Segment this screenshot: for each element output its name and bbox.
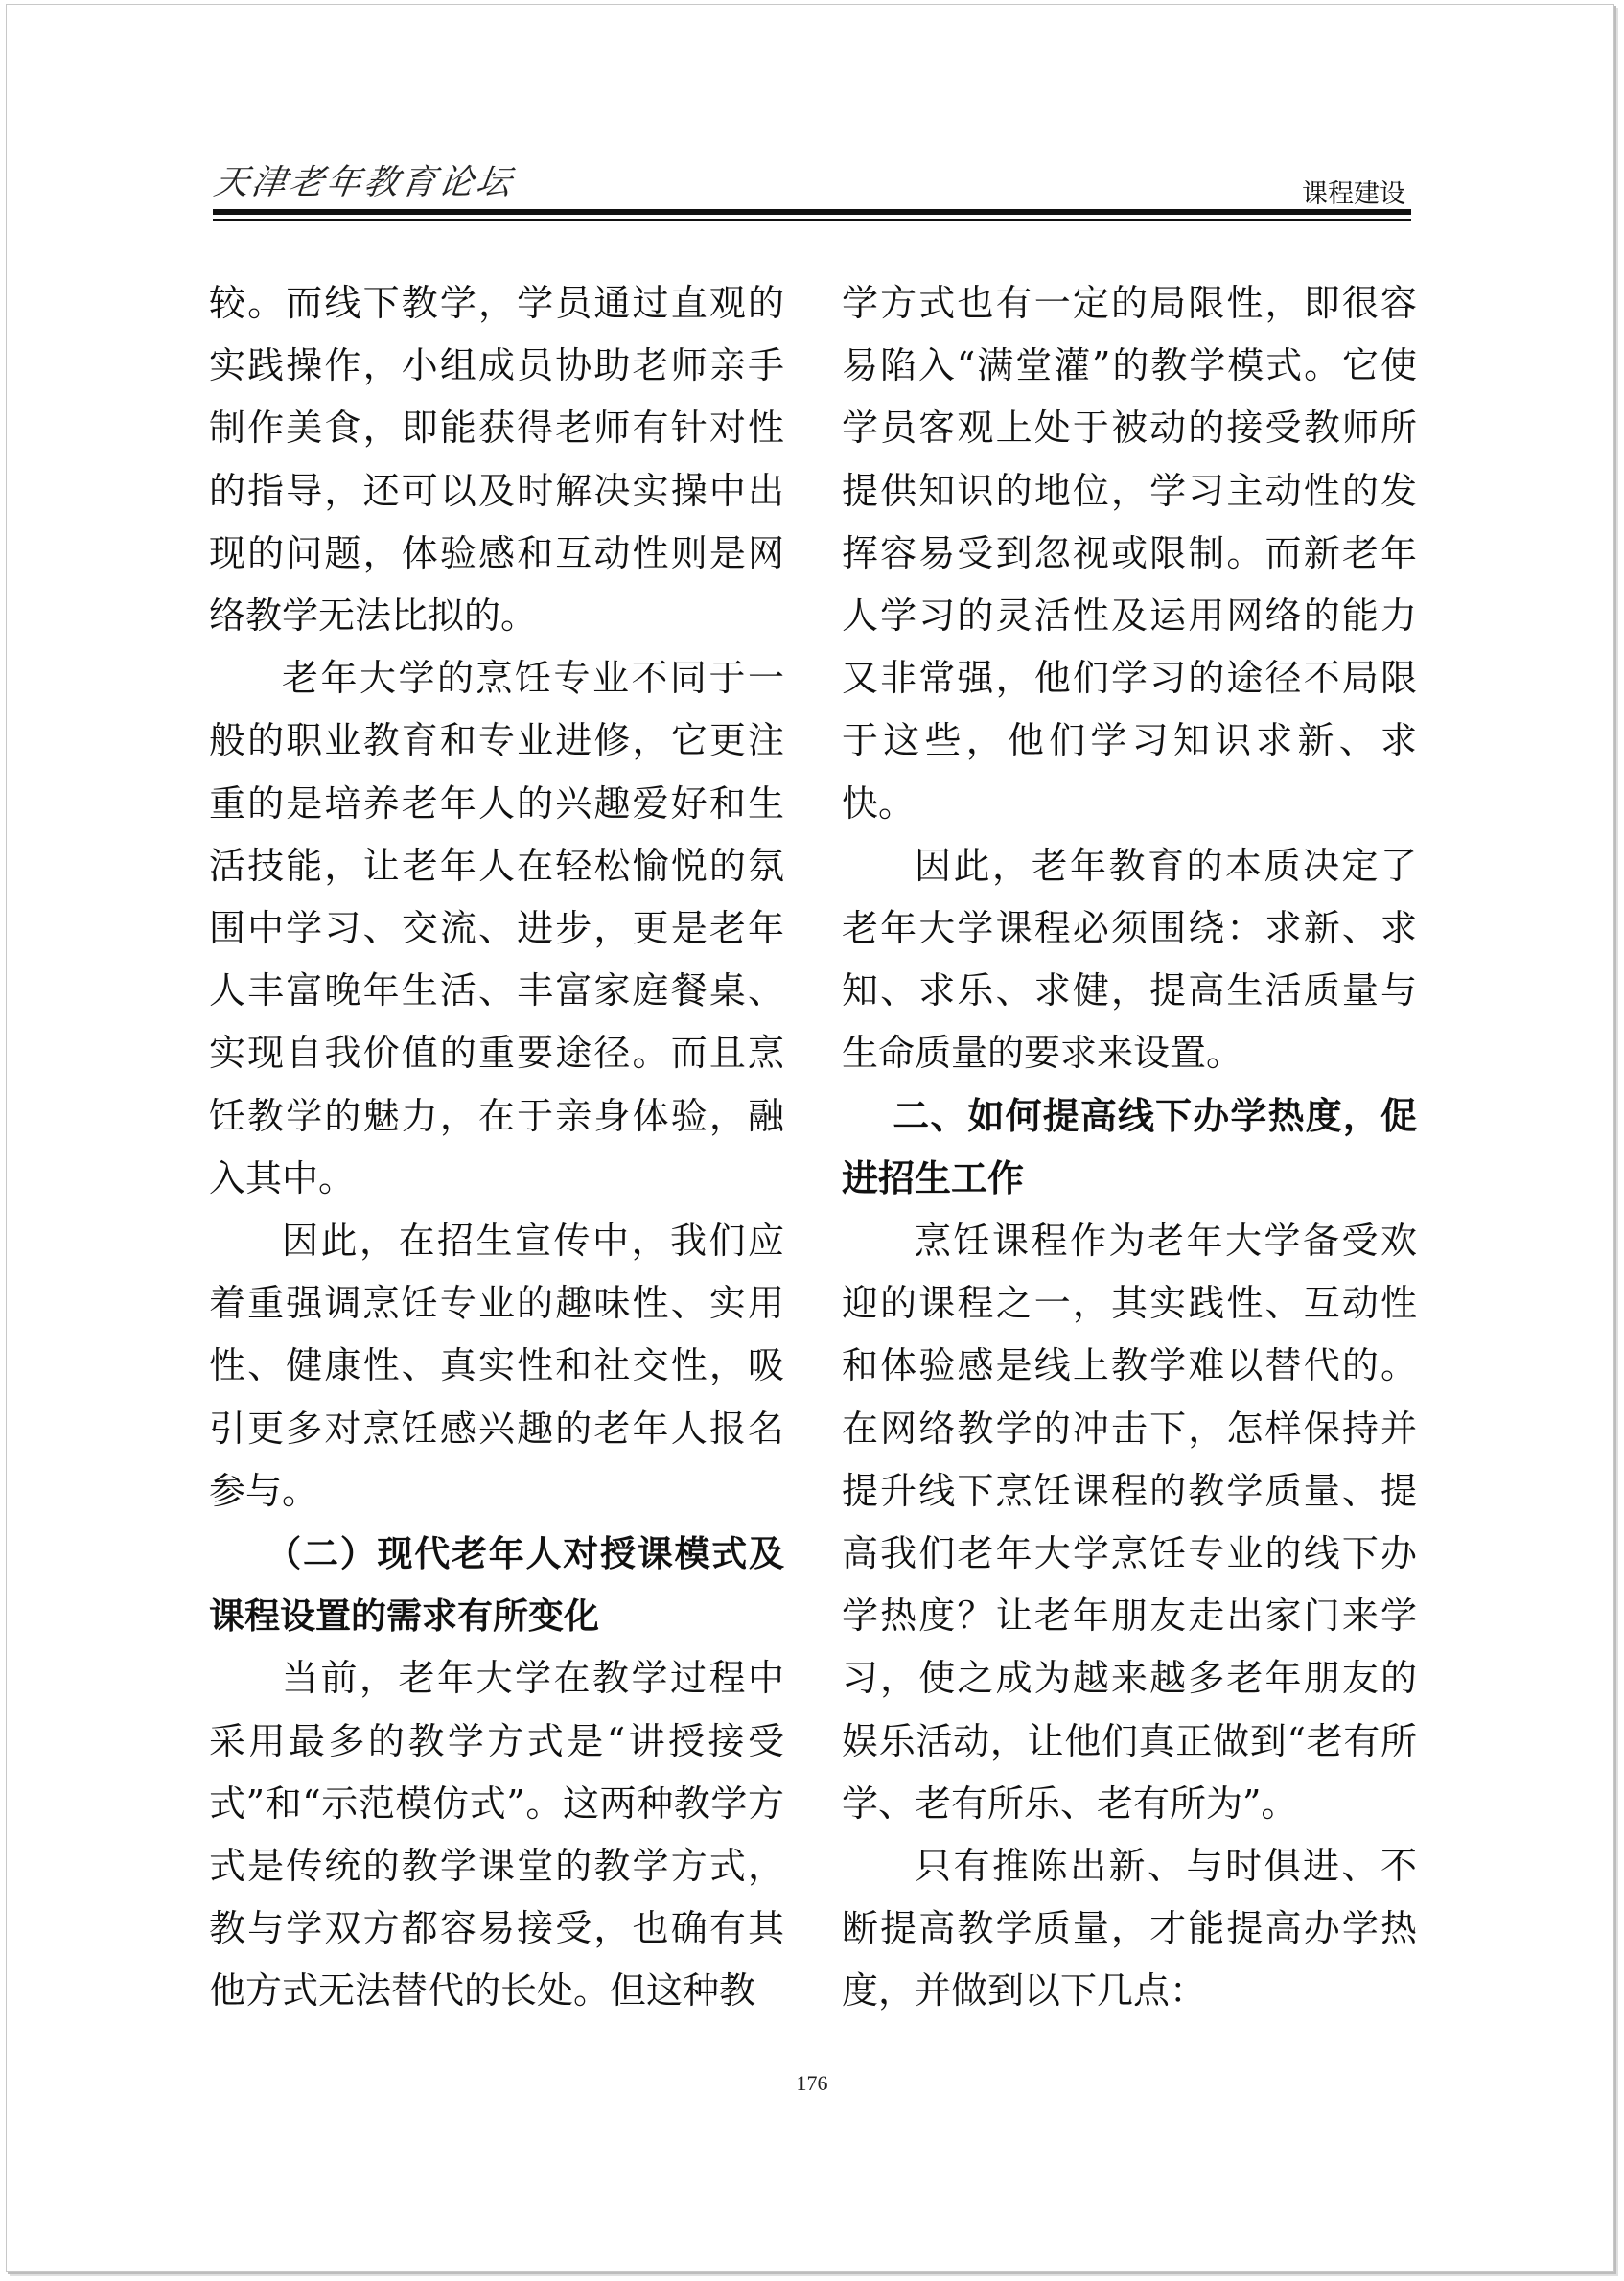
- paragraph: 老年大学的烹饪专业不同于一般的职业教育和专业进修，它更注重的是培养老年人的兴趣爱好和生活技能，让老年人在轻松愉悦的氛围中学习、交流、进步，更是老年人丰富晚年生活、丰富家庭餐桌、实现自我价值的重要途径。而且烹饪教学的魅力，在于亲身体验，融入其中。: [209, 657, 784, 1199]
- header-rule-thin: [213, 219, 1411, 221]
- paragraph: 当前，老年大学在教学过程中采用最多的教学方式是“讲授接受式”和“示范模仿式”。这两种教学方式是传统的教学课堂的教学方式，教与学双方都容易接受，也确有其他方式无法替代的长处。但这种教: [209, 1657, 784, 2013]
- paragraph: 学方式也有一定的局限性，即很容易陷入“满堂灌”的教学模式。它使学员客观上处于被动的接受教师所提供知识的地位，学习主动性的发挥容易受到忽视或限制。而新老年人学习的灵活性及运用网络的能力又非常强，他们学习的途径不局限于这些，他们学习知识求新、求快。: [842, 282, 1417, 825]
- section-heading: （二）现代老年人对授课模式及课程设置的需求有所变化: [209, 1533, 784, 1638]
- left-column: [209, 272, 784, 2023]
- page-number: 176: [796, 2071, 828, 2095]
- paragraph: 因此，老年教育的本质决定了老年大学课程必须围绕：求新、求知、求乐、求健，提高生活质量与生命质量的要求来设置。: [842, 844, 1417, 1075]
- right-column: [842, 272, 1417, 2023]
- paragraph: 因此，在招生宣传中，我们应着重强调烹饪专业的趣味性、实用性、健康性、真实性和社交性，吸引更多对烹饪感兴趣的老年人报名参与。: [209, 1220, 784, 1512]
- journal-name: 天津老年教育论坛: [211, 163, 517, 202]
- paragraph: 较。而线下教学，学员通过直观的实践操作，小组成员协助老师亲手制作美食，即能获得老师有针对性的指导，还可以及时解决实操中出现的问题，体验感和互动性则是网络教学无法比拟的。: [209, 282, 784, 638]
- section-name: 课程建设: [1302, 179, 1405, 209]
- paragraph: 只有推陈出新、与时俱进、不断提高教学质量，才能提高办学热度，并做到以下几点：: [842, 1845, 1417, 2013]
- page-header: [213, 144, 1411, 222]
- section-heading: 二、如何提高线下办学热度，促进招生工作: [842, 1094, 1417, 1199]
- header-rule-thick: [213, 209, 1411, 215]
- paragraph: 烹饪课程作为老年大学备受欢迎的课程之一，其实践性、互动性和体验感是线上教学难以替代的。在网络教学的冲击下，怎样保持并提升线下烹饪课程的教学质量、提高我们老年大学烹饪专业的线下办学热度？让老年朋友走出家门来学习，使之成为越来越多老年朋友的娱乐活动，让他们真正做到“老有所学、老有所乐、老有所为”。: [842, 1220, 1417, 1825]
